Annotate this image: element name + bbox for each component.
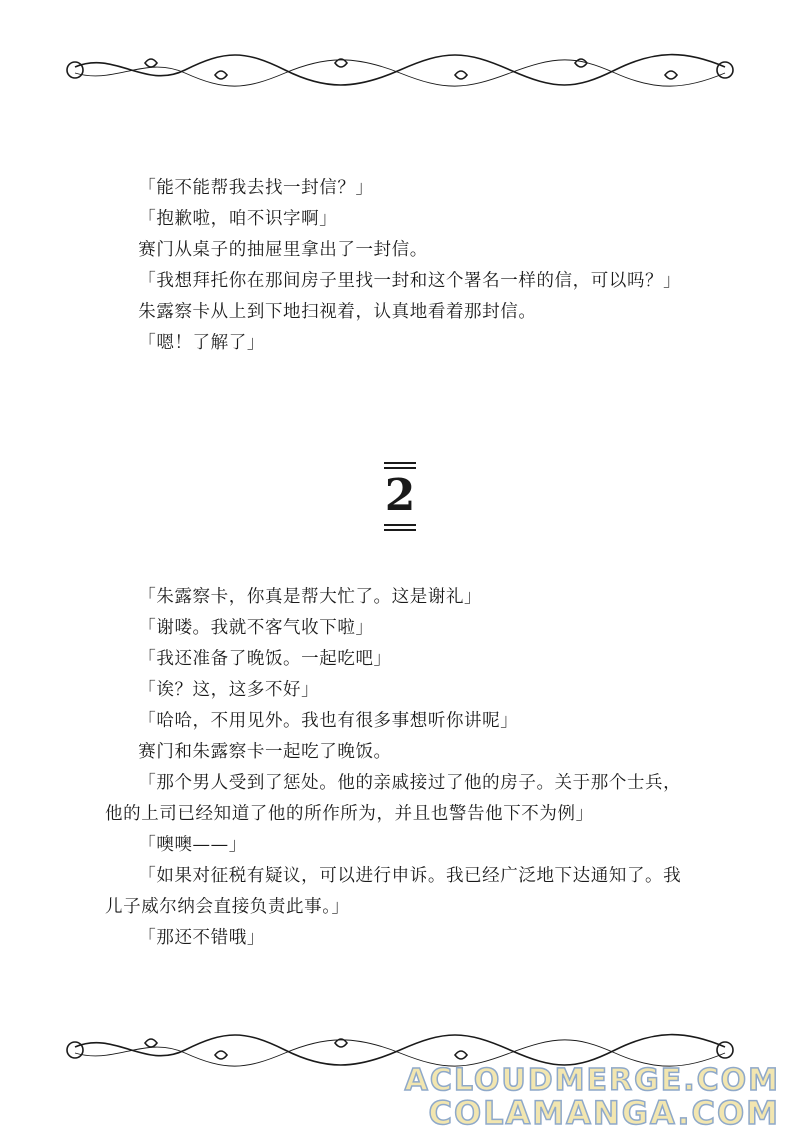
- chapter-heading: [350, 462, 450, 532]
- chapter-rule: [384, 529, 416, 531]
- paragraph: 朱露察卡从上到下地扫视着，认真地看着那封信。: [138, 302, 537, 322]
- paragraph: 「能不能帮我去找一封信？」: [138, 178, 374, 198]
- top-ornament: [55, 45, 745, 95]
- paragraph: 「我想拜托你在那间房子里找一封和这个署名一样的信，可以吗？」: [138, 271, 682, 291]
- chapter-rule: [384, 462, 416, 464]
- section-one-text: [105, 173, 695, 359]
- paragraph: 赛门和朱露察卡一起吃了晚饭。: [138, 742, 392, 762]
- paragraph: 「朱露察卡，你真是帮大忙了。这是谢礼」: [138, 587, 483, 607]
- paragraph: 「噢噢——」: [138, 835, 247, 855]
- paragraph: 赛门从桌子的抽屉里拿出了一封信。: [138, 240, 428, 260]
- section-two-text: [105, 582, 695, 954]
- paragraph: 「哈哈，不用见外。我也有很多事想听你讲呢」: [138, 711, 519, 731]
- watermark-acloudmerge: ACLOUDMERGE.COM: [404, 1063, 780, 1098]
- paragraph: 「抱歉啦，咱不识字啊」: [138, 209, 338, 229]
- chapter-rule: [384, 467, 416, 469]
- chapter-number: 2: [384, 470, 416, 521]
- paragraph: 「如果对征税有疑议，可以进行申诉。我已经广泛地下达通知了。我儿子威尔纳会直接负责此事。」: [105, 866, 682, 917]
- chapter-rule: [384, 524, 416, 526]
- paragraph: 「我还准备了晚饭。一起吃吧」: [138, 649, 392, 669]
- watermark-colamanga: COLAMANGA.COM: [428, 1094, 780, 1132]
- paragraph: 「诶？这，这多不好」: [138, 680, 320, 700]
- paragraph: 「嗯！了解了」: [138, 333, 265, 353]
- paragraph: 「那还不错哦」: [138, 928, 265, 948]
- paragraph: 「那个男人受到了惩处。他的亲戚接过了他的房子。关于那个士兵，他的上司已经知道了他的所作所为，并且也警告他下不为例」: [105, 773, 682, 824]
- paragraph: 「谢喽。我就不客气收下啦」: [138, 618, 374, 638]
